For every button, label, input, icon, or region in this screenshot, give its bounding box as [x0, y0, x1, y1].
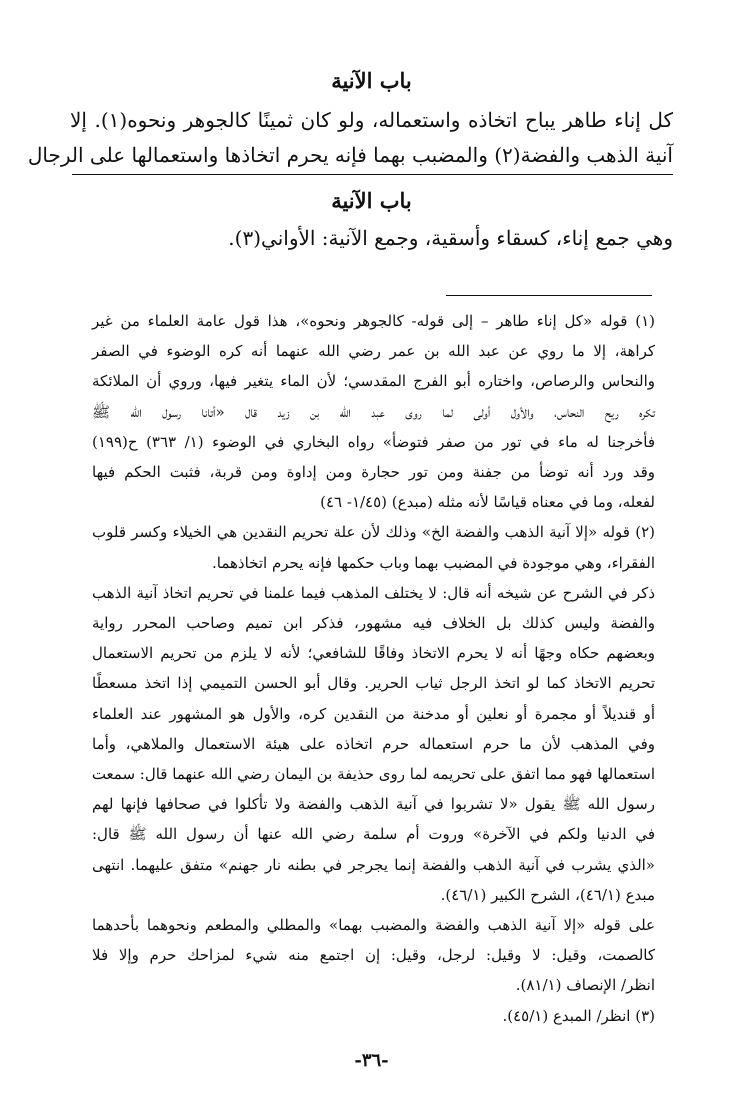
footnote-line: (٢) قوله «إلا آنية الذهب والفضة الخ» وذلك لأن علة تحريم النقدين هي الخيلاء وكسر قلوب [92, 523, 655, 542]
footnote-line: تكره ريح النحاس، والأول أولى لما روى عبد الله بن زيد قال «أتانا رسول الله ﷺ [92, 402, 655, 421]
footnote-line: والنحاس والرصاص، واختاره أبو الفرج المقدسي؛ لأن الماء يتغير فيها، وروي أن الملائكة [92, 372, 655, 391]
footnote-line: (١) قوله «كل إناء طاهر – إلى قوله- كالجوهر ونحوه»، هذا قول عامة العلماء من غير [92, 312, 655, 330]
footnote-line: انظر/ الإنصاف (٨١/١). [515, 976, 655, 995]
footnote-line: «الذي يشرب في آنية الذهب والفضة إنما يجرجر في بطنه نار جهنم» متفق عليهما. انتهى [92, 855, 655, 874]
page-number: -٣٦- [354, 1050, 389, 1071]
footnote-line: (٣) انظر/ المبدع (٤٥/١). [502, 1006, 655, 1025]
footnote-line: وقد ورد أنه توضأ من جفنة ومن تور حجارة ومن إداوة ومن قربة، فثبت الحكم فيها [92, 463, 655, 481]
footnote-line: أو قنديلاً أو مجمرة أو نعلين أو مدخنة من النقدين كره، والأول هو المشهور عند العلماء [92, 704, 655, 723]
matn-separator [72, 174, 673, 175]
footnote-line: وبعضهم حكاه وجهًا أنه لا يحرم الاتخاذ وفاقًا للشافعي؛ لأنه لا يلزم من تحريم الاستعمال [92, 644, 655, 663]
sharh-title: باب الآنية [331, 188, 412, 213]
footnote-line: مبدع (٤٦/١)، الشرح الكبير (٤٦/١). [440, 885, 655, 904]
footnote-line: كالصمت، وقيل: لا وقيل: لرجل، وقيل: إن اجتمع منه شيء لمزاحك حرم وإلا فلا [92, 946, 655, 965]
footnote-line: استعمالها فهو مما اتفق على تحريمه لما روى حذيفة بن اليمان رضي الله عنهما قال: سمعت [91, 765, 655, 783]
footnote-line: ذكر في الشرح عن شيخه أنه قال: لا يختلف المذهب فيما علمنا في تحريم اتخاذ آنية الذهب [92, 583, 655, 602]
footnote-line: الفقراء، وهي موجودة في المضبب بهما وباب حكمها فإنه يحرم اتخاذهما. [211, 553, 655, 572]
footnote-line: لفعله، وما في معناه قياسًا لأنه مثله (مبدع) (١/٤٥- ٤٦) [320, 493, 655, 512]
footnote-line: كراهة، إلا ما روي عن عبد الله بن عمر رضي الله عنهما أنه كره الوضوء في الصفر [92, 342, 655, 361]
footnote-line: رسول الله ﷺ يقول «لا تشربوا في آنية الذهب والفضة ولا تأكلوا في صحافها فإنها لهم [92, 795, 655, 814]
matn-line: آنية الذهب والفضة(٢) والمضبب بهما فإنه يحرم اتخاذها واستعمالها على الرجال [27, 143, 673, 167]
chapter-title: باب الآنية [331, 68, 412, 93]
footnote-separator [446, 295, 652, 296]
footnote-line: فأخرجنا له ماء في تور من صفر فتوضأ» رواه البخاري في الوضوء (١/ ٣٦٣) ح(١٩٩) [92, 432, 656, 451]
matn-line: كل إناء طاهر يباح اتخاذه واستعماله، ولو كان ثمينًا كالجوهر ونحوه(١). إلا [70, 108, 674, 132]
footnote-line: في الدنيا ولكم في الآخرة» وروت أم سلمة رضي الله عنها أن رسول الله ﷺ قال: [92, 825, 655, 844]
footnote-line: والفضة وليس كذلك بل الخلاف فيه مشهور، فذكر ابن تميم وصاحب المحرر رواية [92, 614, 655, 632]
footnote-line: وفي المذهب لأن ما حرم استعماله حرم اتخاذه على هيئة الاستعمال والملاهي، وأما [92, 734, 655, 753]
footnote-line: على قوله «إلا آنية الذهب والفضة والمضبب بهما» والمطلي والمطعم ونحوهما بأحدهما [92, 916, 655, 934]
sharh-line: وهي جمع إناء، كسقاء وأسقية، وجمع الآنية: الأواني(٣). [228, 226, 673, 250]
footnote-line: تحريم الاتخاذ كما لو اتخذ الرجل ثياب الحرير. وقال أبو الحسن التميمي إذا اتخذ مسعطًا [92, 674, 655, 693]
